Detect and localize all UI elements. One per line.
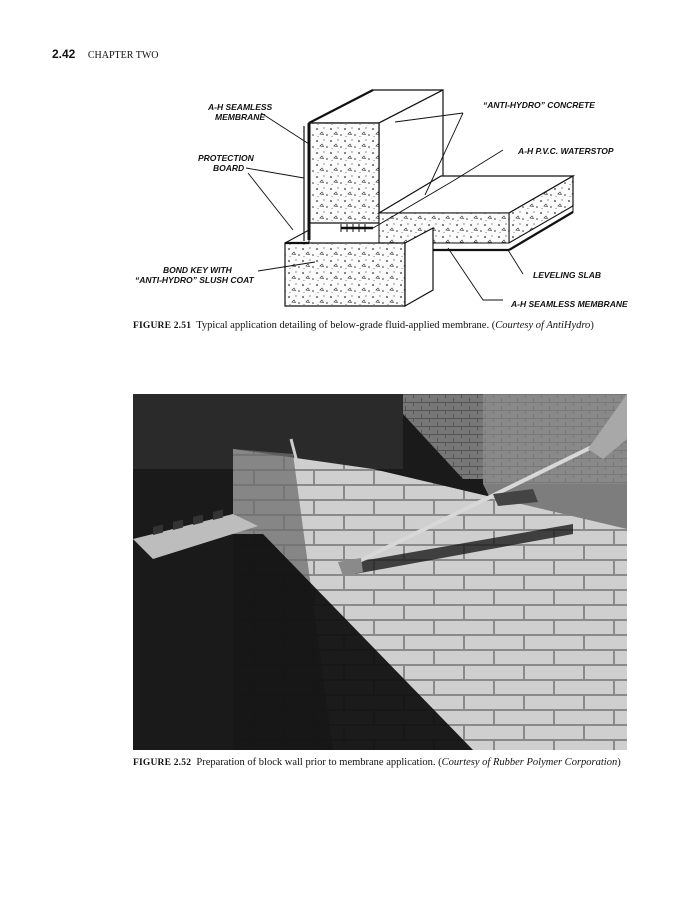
figure-caption-2: [133, 756, 627, 770]
label-bond-key-2: “ANTI-HYDRO” SLUSH COAT: [135, 275, 254, 285]
caption-text: Typical application detailing of below-grade fluid-applied membrane. (: [196, 320, 496, 331]
chapter-title: CHAPTER TWO: [87, 50, 159, 61]
caption-courtesy: Courtesy of AntiHydro: [495, 320, 591, 331]
label-membrane-bottom: A-H SEAMLESS MEMBRANE: [511, 299, 628, 309]
figure-label: FIGURE 2.51: [133, 321, 192, 331]
label-membrane: A-H SEAMLESS: [208, 102, 273, 112]
label-waterstop: A-H P.V.C. WATERSTOP: [518, 146, 614, 156]
running-head: [52, 47, 159, 61]
label-protection: PROTECTION: [198, 153, 254, 163]
label-concrete: “ANTI-HYDRO” CONCRETE: [483, 100, 595, 110]
figure-label-2: FIGURE 2.52: [133, 758, 192, 768]
label-leveling-slab: LEVELING SLAB: [533, 270, 602, 280]
caption-courtesy-2: Courtesy of Rubber Polymer Corporation: [441, 757, 618, 768]
label-bond-key: BOND KEY WITH: [163, 265, 232, 275]
caption-text-2: Preparation of block wall prior to membrane application. (: [196, 757, 442, 768]
label-protection-2: BOARD: [213, 163, 245, 173]
figure-caption: [133, 319, 627, 333]
caption-close-2: ): [617, 757, 621, 768]
block-wall-photo: [133, 394, 627, 750]
caption-close: ): [590, 320, 594, 331]
membrane-detail-diagram: [133, 78, 628, 313]
page-number: 2.42: [52, 47, 76, 61]
label-membrane-2: MEMBRANE: [215, 112, 266, 122]
